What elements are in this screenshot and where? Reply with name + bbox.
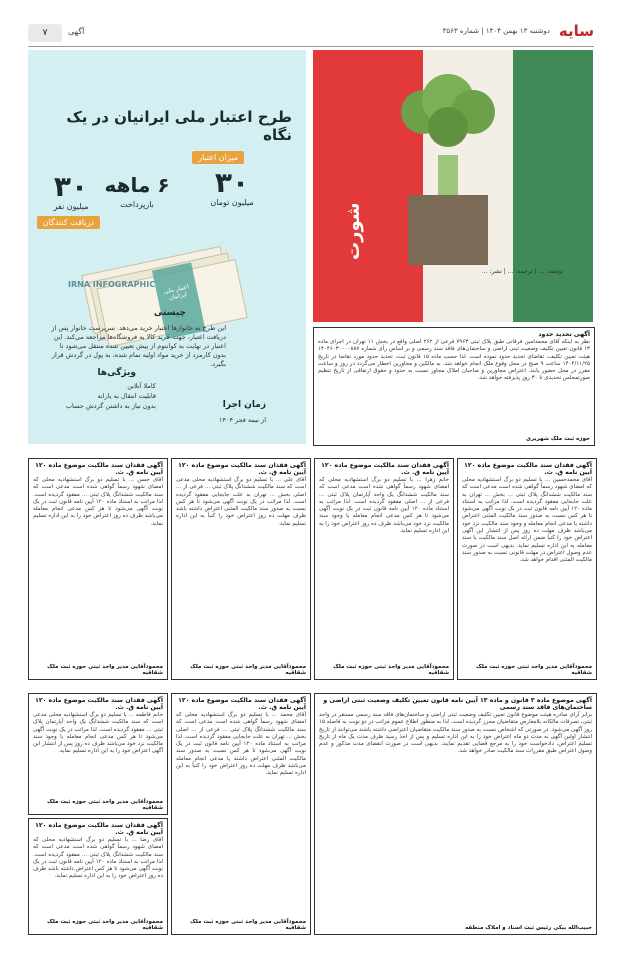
logo[interactable]: سایه (558, 22, 594, 40)
recipients-value: ۳۰ (53, 170, 89, 203)
infographic-title: طرح اعتبار ملی ایرانیان در یک نگاه (66, 108, 292, 144)
notice-title: آگهی فقدان سند مالکیت موضوع ماده ۱۲۰ آیین نامه ق. ث. (35, 697, 163, 711)
notice-body: برابر آرای صادره هیئت موضوع قانون تعیین تکلیف وضعیت ثبتی اراضی و ساختمان‌های فاقد سند رسمی مستقر در واحد ثبتی، تصرفات مالکانه بلامعارض متقاضیان محرز گردیده است. لذا به منظور اطلاع عموم مراتب در دو نوبت به فاصله ۱۵ روز آگهی می‌شود. در صورتی که اشخاص نسبت به صدور سند مالکیت متقاضیان اعتراضی داشته باشند می‌توانند از تاریخ انتشار اولین آگهی به مدت دو ماه اعتراض خود را به این اداره تسلیم و پس از اخذ رسید ظرف مدت یک ماه از تاریخ تسلیم اعتراض، دادخواست خود را به مرجع قضایی تقدیم نمایند. بدیهی است در صورت انقضای مدت مذکور و عدم وصول اعتراض طبق مقررات سند مالکیت صادر خواهد شد. (319, 712, 592, 755)
notice-signature: حبیب‌الله بیکی رئیس ثبت اسناد و املاک منطقه (465, 925, 592, 931)
notice-title: آگهی فقدان سند مالکیت موضوع ماده ۱۲۰ آیین نامه ق. ث. (35, 822, 163, 836)
credit-value: ۳۰ (214, 166, 250, 199)
recipients-unit: میلیون نفر (53, 202, 89, 211)
book-credit: نوشته: ... | ترجمه: ... | نشر: ... (481, 268, 563, 275)
infographic (28, 50, 306, 444)
page-number: ۷ (28, 24, 62, 42)
notice-signature: محمودآقایی مدیر واحد ثبتی حوزه ثبت ملک شقاقیه (47, 919, 163, 931)
notice-title: آگهی فقدان سند مالکیت موضوع ماده ۱۲۰ آیین نامه ق. ث. (464, 462, 592, 476)
notice-box (314, 458, 454, 680)
notice-title: آگهی فقدان سند مالکیت موضوع ماده ۱۲۰ آیین نامه ق. ث. (35, 462, 163, 476)
notice-title: آگهی فقدان سند مالکیت موضوع ماده ۱۲۰ آیین نامه ق. ث. (178, 462, 306, 476)
broccoli-illustration (393, 72, 503, 162)
notice-body: خانم فاطمه ... با تسلیم دو برگ استشهادیه محلی مدعی است که سند مالکیت ششدانگ یک واحد آپارتمان پلاک ثبتی ... مفقود گردیده است. لذا مراتب در یک نوبت آگهی می‌شود تا هر کس مدعی انجام معامله یا وجود سند مالکیت نزد خود می‌باشد ظرف ده روز پس از انتشار این آگهی اعتراض خود را به این اداره تسلیم نماید. (33, 712, 163, 755)
masthead (28, 20, 594, 47)
notice-signature: محمودآقایی مدیر واحد ثبتی حوزه ثبت ملک شقاقیه (47, 799, 163, 811)
notice-box (171, 693, 311, 935)
notice-body: نظر به اینکه آقای محمدامین فرقانی طبق پلاک ثبتی ۷۹۶۳ فرعی از ۲۶۲ اصلی واقع در بخش ۱۱ تهران در اجرای ماده ۱۳ قانون تعیین تکلیف وضعیت ثبتی اراضی و ساختمان‌های فاقد سند رسمی و بر اساس رأی شماره ۱۴۰۴۶۰۳۰۰۰۰۸۸۷ هیئت تعیین تکلیف، تقاضای تحدید حدود نموده است. لذا حسب ماده ۱۵ قانون ثبت، تحدید حدود مورد تقاضا در تاریخ ۱۴۰۴/۱۱/۲۵ ساعت ۹ صبح در محل وقوع ملک انجام خواهد شد. به مالکین و مجاورین اخطار می‌گردد در روز و ساعت مقرر در محل حضور یابند. اعتراض مجاورین و صاحبان املاک مجاور نسبت به حدود و حقوق ارتفاقی از تاریخ تنظیم صورتمجلس تحدیدی تا ۳۰ روز پذیرفته خواهد شد. (318, 339, 591, 382)
months-value: ۶ ماهه (104, 173, 170, 197)
notice-title: آگهی موضوع ماده ۳ قانون و ماده ۱۳ آیین نامه قانون تعیین تکلیف وضعیت ثبتی اراضی و ساختمان‌های فاقد سند رسمی (323, 697, 592, 711)
notice-box (28, 818, 168, 935)
what-text: این طرح به خانوارها اعتبار خرید می‌دهد. سرپرست خانوار پس از دریافت اعتبار، جهت خرید کالا به فروشگاه‌ها مراجعه می‌کند. این اعتبار در نهایت به کوانتوم از پیش تعیین شده منتقل می‌شود تا بدون کارمزد از خرید مواد اولیه تمام شده، به پول در گردش قرار بگیرد. (51, 324, 226, 368)
notice-signature: محمودآقایی مدیر واحد ثبتی حوزه ثبت ملک شقاقیه (47, 664, 163, 676)
notice-box (171, 458, 311, 680)
notice-body: آقای محمدحسین ... با تسلیم دو برگ استشهادیه محلی که امضای شهود رسماً گواهی شده است مدعی است که سند مالکیت ششدانگ پلاک ثبتی ... بخش ... تهران به علت جابجایی مفقود گردیده است. لذا مراتب به استناد ماده ۱۲۰ آیین نامه قانون ثبت در یک نوبت آگهی می‌شود تا هر کس نسبت به صدور سند مالکیت المثنی اعتراض داشته یا مدعی انجام معامله و وجود سند مالکیت نزد خود می‌باشد ظرف مهلت ده روز پس از انتشار این آگهی اعتراض خود را کتباً ضمن ارائه اصل سند مالکیت یا سند معامله به این اداره تسلیم نماید. بدیهی است در صورت عدم وصول اعتراض در مهلت قانونی نسبت به صدور سند مالکیت المثنی اقدام خواهد شد. (462, 477, 592, 564)
watermark: IRNA INFOGRAPHIC (68, 280, 156, 289)
credit-stat (192, 168, 272, 207)
book-advertisement (313, 50, 593, 322)
credit-label: میزان اعتبار (192, 151, 244, 164)
notice-body: آقای حسن ... با تسلیم دو برگ استشهادیه محلی که امضای شهود رسماً گواهی شده است مدعی است که سند مالکیت ششدانگ پلاک ثبتی ... مفقود گردیده است. لذا مراتب به استناد ماده ۱۲۰ آیین نامه قانون ثبت در یک نوبت آگهی می‌شود تا هر کس مدعی انجام معامله می‌باشد ظرف ده روز اعتراض خود را به این اداره تسلیم نماید. (33, 477, 163, 527)
features-list (36, 381, 156, 411)
time-text: از نیمه فجر ۱۴۰۴ (218, 416, 266, 424)
notice-signature: محمودآقایی مدیر واحد ثبتی حوزه ثبت ملک شقاقیه (190, 664, 306, 676)
recipients-label: دریافت کنندگان (37, 216, 100, 229)
feature-item: کاملا آنلاین (127, 382, 156, 390)
stamp-label: اعتبار ملی ایرانیان (163, 283, 190, 302)
notice-signature: محمودآقایی مدیر واحد ثبتی حوزه ثبت ملک شقاقیه (333, 664, 449, 676)
notice-box (314, 693, 597, 935)
months-label: بازپرداخت (120, 200, 154, 209)
notice-body: آقای رضا ... با تسلیم دو برگ استشهادیه محلی که امضای شهود رسماً گواهی شده است مدعی است که سند مالکیت ششدانگ پلاک ثبتی ... مفقود گردیده است. لذا مراتب به استناد ماده ۱۲۰ آیین نامه قانون ثبت در یک نوبت آگهی می‌شود تا هر کس اعتراض داشته باشد ظرف ده روز اعتراض خود را به این اداره تسلیم نماید. (33, 837, 163, 880)
date-issue: دوشنبه ۱۳ بهمن ۱۴۰۴ | شماره ۳۵۶۳ (442, 27, 550, 35)
time-heading: زمان اجرا (222, 400, 266, 410)
notice-signature: حوزه ثبت ملک شهریری (526, 436, 590, 442)
what-heading: چیستی (153, 308, 186, 318)
notice-title: آگهی فقدان سند مالکیت موضوع ماده ۱۲۰ آیین نامه ق. ث. (321, 462, 449, 476)
notice-signature: محمودآقایی مدیر واحد ثبتی حوزه ثبت ملک شقاقیه (476, 664, 592, 676)
feature-item: بدون نیاز به داشتن گردش حساب (65, 402, 156, 410)
notice-body: خانم زهرا ... با تسلیم دو برگ استشهادیه محلی که امضای شهود رسماً گواهی شده است مدعی است که سند مالکیت ششدانگ یک واحد آپارتمان پلاک ثبتی ... فرعی از ... اصلی مفقود گردیده است. لذا مراتب به استناد ماده ۱۲۰ آیین نامه قانون ثبت در یک نوبت آگهی می‌شود تا هر کس مدعی انجام معامله یا وجود سند مالکیت نزد خود می‌باشد ظرف ده روز اعتراض خود را به این اداره تسلیم نماید. (319, 477, 450, 535)
notice-box (28, 693, 168, 815)
features-heading: ویژگی‌ها (97, 368, 136, 378)
feature-item: قابلیت انتقال به یارانه (97, 392, 156, 400)
notice-box (457, 458, 597, 680)
ad-green-panel (513, 50, 593, 322)
book-title: شورت (343, 202, 364, 260)
credit-unit: میلیون تومان (210, 198, 254, 207)
notice-title: آگهی فقدان سند مالکیت موضوع ماده ۱۲۰ آیین نامه ق. ث. (178, 697, 306, 711)
section-label: آگهی (68, 27, 85, 36)
notice-box (28, 458, 168, 680)
notice-title: آگهی تحدید حدود (538, 331, 590, 338)
notice-body: آقای علی ... با تسلیم دو برگ استشهادیه محلی مدعی است که سند مالکیت ششدانگ پلاک ثبتی ... فرعی از ... اصلی بخش ... تهران به علت جابجایی مفقود گردیده است. لذا مراتب در یک نوبت آگهی می‌شود تا هر کس نسبت به صدور سند مالکیت المثنی اعتراض داشته باشد ظرف مهلت ده روز اعتراض خود را کتباً به این اداره تسلیم نماید. (176, 477, 306, 527)
notice-body: آقای محمد ... با تسلیم دو برگ استشهادیه محلی که امضای شهود رسماً گواهی شده است مدعی است که سند مالکیت ششدانگ پلاک ثبتی ... فرعی از ... اصلی بخش ... تهران به علت جابجایی مفقود گردیده است. لذا مراتب به استناد ماده ۱۲۰ آیین نامه قانون ثبت در یک نوبت آگهی می‌شود تا هر کس نسبت به صدور سند مالکیت المثنی اعتراض داشته یا مدعی انجام معامله می‌باشد ظرف مهلت ده روز اعتراض خود را کتباً به این اداره تسلیم نماید. (176, 712, 306, 777)
suit-illustration (408, 195, 488, 265)
notice-signature: محمودآقایی مدیر واحد ثبتی حوزه ثبت ملک شقاقیه (190, 919, 306, 931)
recipients-stat (36, 172, 106, 211)
months-stat (102, 170, 172, 209)
notice-box (313, 327, 595, 446)
